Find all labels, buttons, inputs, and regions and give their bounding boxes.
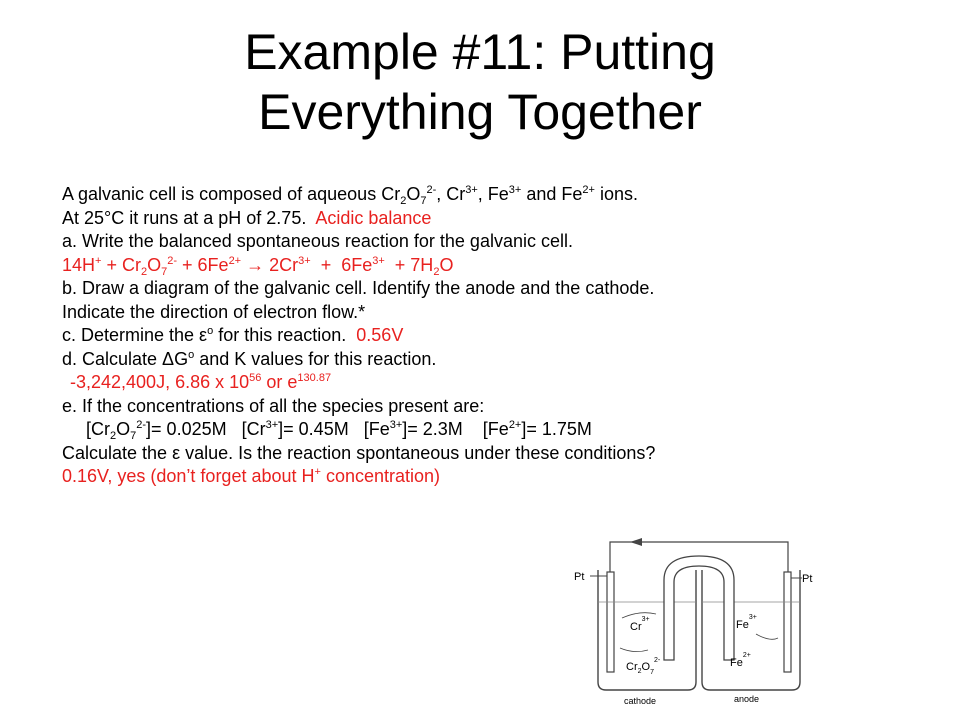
fe3-label: $Fe^{3+}$ [736, 614, 757, 631]
answer-acidic-balance: Acidic balance [315, 207, 432, 228]
dichromate-label: $Cr_2O_7^{2-}$ [626, 657, 661, 676]
question-b-line-1: b. Draw a diagram of the galvanic cell. Identify the anode and the cathode. [62, 278, 655, 298]
question-c: c. Determine the $\varepsilon^o$ for this reaction. 0.56V [62, 325, 404, 345]
question-b-line-2: Indicate the direction of electron flow.* [62, 301, 366, 322]
problem-statement-line-1: A galvanic cell is composed of aqueous $Cr_2O_7^{2-}$, $Cr^{3+}$, $Fe^{3+}$ and $Fe^{2+}$ ions. [62, 184, 638, 207]
answer-e: 0.16V, yes (don’t forget about H+ concentration) [62, 466, 441, 486]
left-electrode [607, 572, 614, 672]
answer-a-equation: $14H^+ + Cr_2O_7^{2-} + 6Fe^{2+} \to 2Cr^{3+} + 6Fe^{3+} + 7H_2O$ [62, 254, 454, 278]
electron-flow-arrow-icon [630, 538, 642, 546]
cr3-label: $Cr^{3+}$ [630, 616, 650, 633]
right-electrode [784, 572, 791, 672]
question-e: e. If the concentrations of all the species present are: [62, 395, 485, 416]
slide-title [0, 22, 960, 142]
fe2-label: $Fe^{2+}$ [730, 652, 751, 669]
answer-c: 0.56V [356, 325, 404, 345]
pt-right-label: Pt [802, 573, 813, 585]
reaction-arrow-icon: → [241, 254, 270, 275]
cathode-label: cathode [624, 696, 657, 706]
question-d: d. Calculate $\Delta G^o$ and K values for this reaction. [62, 348, 437, 369]
pt-left-label: Pt [574, 571, 585, 583]
title-line-1: Example #11: Putting [244, 24, 716, 80]
problem-statement-line-2: At 25°C it runs at a pH of 2.75. Acidic balance [62, 207, 432, 228]
salt-bridge [664, 556, 734, 660]
question-e-calc: Calculate the ε value. Is the reaction spontaneous under these conditions? [62, 442, 656, 463]
answer-d: -3,242,400J, 6.86 x $10^{56}$ or $e^{130.87}$ [70, 372, 332, 392]
galvanic-cell-diagram [560, 530, 830, 710]
question-a: a. Write the balanced spontaneous reaction for the galvanic cell. [62, 231, 573, 251]
anode-label: anode [734, 694, 760, 704]
title-line-2: Everything Together [258, 84, 702, 140]
slide-body [62, 183, 942, 489]
concentrations-line: $[Cr_2O_7^{2-}]= 0.025M$ $[Cr^{3+}]= 0.45M$ $[Fe^{3+}]= 2.3M$ $[Fe^{2+}]= 1.75M$ [86, 419, 592, 442]
